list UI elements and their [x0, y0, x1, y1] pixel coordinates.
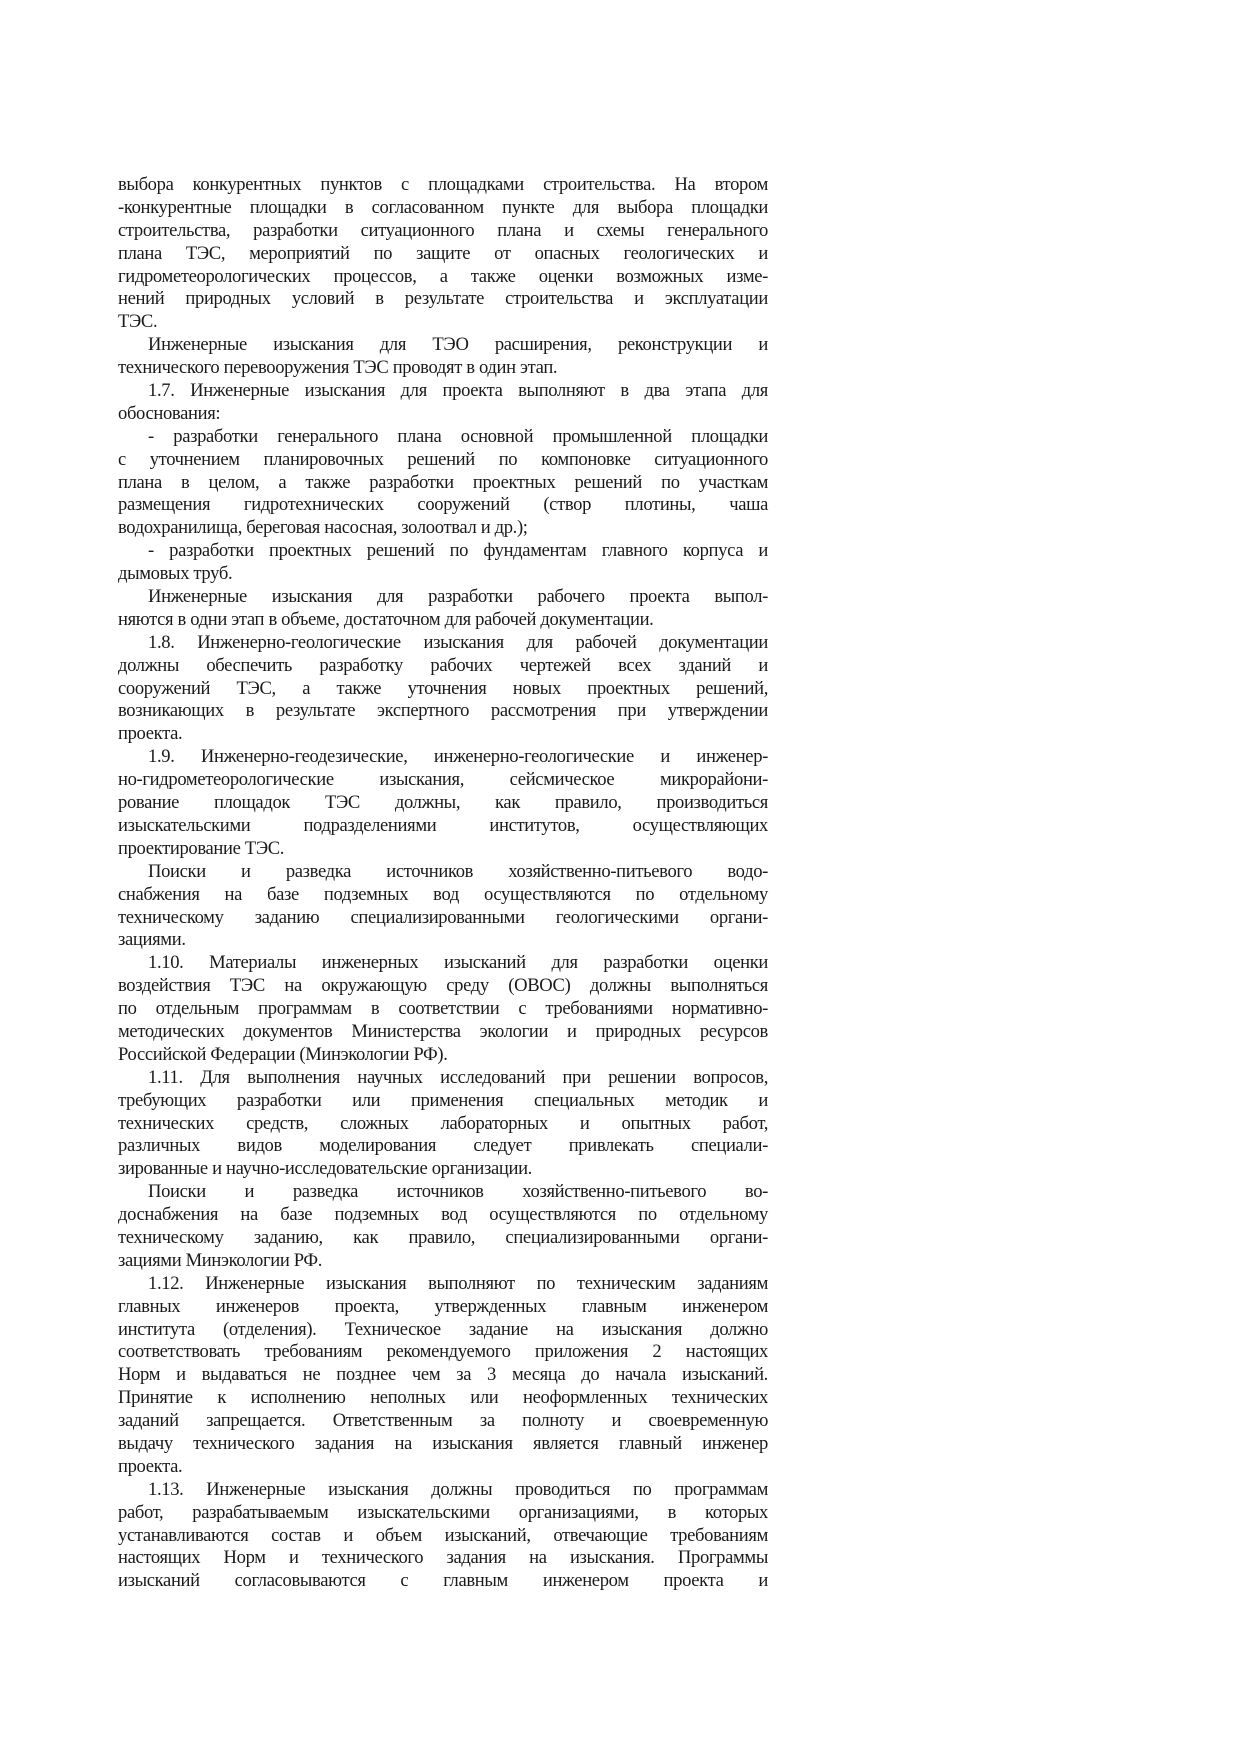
text-line: технического перевооружения ТЭС проводят в один этап.: [118, 357, 558, 379]
text-line: нений природных условий в результате строительства и эксплуатации: [118, 288, 768, 310]
text-line: снабжения на базе подземных вод осуществляются по отдельному: [118, 883, 768, 905]
text-line: плана в целом, а также разработки проектных решений по участкам: [118, 471, 768, 493]
text-line: проекта.: [118, 1455, 183, 1477]
text-line: методических документов Министерства экологии и природных ресурсов: [118, 1020, 768, 1042]
text-line: зированные и научно-исследовательские организации.: [118, 1158, 532, 1180]
text-line: заданий запрещается. Ответственным за полноту и своевременную: [118, 1410, 768, 1432]
text-line: сооружений ТЭС, а также уточнения новых проектных решений,: [118, 677, 768, 699]
text-line: размещения гидротехнических сооружений (створ плотины, чаша: [118, 494, 768, 516]
text-line: 1.7. Инженерные изыскания для проекта выполняют в два этапа для: [148, 380, 768, 402]
text-line: Инженерные изыскания для разработки рабочего проекта выпол-: [148, 586, 768, 608]
text-line: соответствовать требованиям рекомендуемого приложения 2 настоящих: [118, 1341, 768, 1363]
text-line: проекта.: [118, 723, 183, 745]
text-line: - разработки генерального плана основной промышленной площадки: [148, 425, 768, 447]
text-line: должны обеспечить разработку рабочих чертежей всех зданий и: [118, 654, 768, 676]
text-line: главных инженеров проекта, утвержденных главным инженером: [118, 1295, 768, 1317]
text-line: Принятие к исполнению неполных или неоформленных технических: [118, 1387, 768, 1409]
text-line: гидрометеорологических процессов, а также оценки возможных изме-: [118, 265, 768, 287]
text-line: института (отделения). Техническое задание на изыскания должно: [118, 1318, 768, 1340]
text-line: рование площадок ТЭС должны, как правило, производиться: [118, 792, 768, 814]
text-line: водохранилища, береговая насосная, золоотвал и др.);: [118, 517, 528, 539]
text-line: обоснования:: [118, 402, 221, 424]
text-line: изысканий согласовываются с главным инженером проекта и: [118, 1570, 768, 1592]
document-page: [118, 174, 768, 1593]
text-line: техническому заданию, как правило, специализированными органи-: [118, 1226, 768, 1248]
text-line: Поиски и разведка источников хозяйственно-питьевого водо-: [148, 860, 768, 882]
text-line: няются в одни этап в объеме, достаточном для рабочей документации.: [118, 608, 654, 630]
text-line: возникающих в результате экспертного рассмотрения при утверждении: [118, 700, 768, 722]
text-line: проектирование ТЭС.: [118, 837, 285, 859]
text-line: Поиски и разведка источников хозяйственно-питьевого во-: [148, 1181, 768, 1203]
text-line: 1.8. Инженерно-геологические изыскания для рабочей документации: [148, 631, 768, 653]
text-line: но-гидрометеорологические изыскания, сейсмическое микрорайони-: [118, 769, 768, 791]
text-line: устанавливаются состав и объем изысканий, отвечающие требованиям: [118, 1524, 768, 1546]
text-line: с уточнением планировочных решений по компоновке ситуационного: [118, 448, 768, 470]
text-line: доснабжения на базе подземных вод осуществляются по отдельному: [118, 1204, 768, 1226]
text-line: по отдельным программам в соответствии с требованиями нормативно-: [118, 998, 768, 1020]
text-line: плана ТЭС, мероприятий по защите от опасных геологических и: [118, 242, 768, 264]
text-line: 1.13. Инженерные изыскания должны проводиться по программам: [148, 1478, 768, 1500]
text-line: технических средств, сложных лабораторных и опытных работ,: [118, 1112, 768, 1134]
text-line: Норм и выдаваться не позднее чем за 3 месяца до начала изысканий.: [118, 1364, 768, 1386]
text-line: -конкурентные площадки в согласованном пункте для выбора площадки: [118, 196, 768, 218]
text-line: воздействия ТЭС на окружающую среду (ОВОС) должны выполняться: [118, 975, 768, 997]
text-line: требующих разработки или применения специальных методик и: [118, 1089, 768, 1111]
text-line: - разработки проектных решений по фундаментам главного корпуса и: [148, 540, 768, 562]
text-line: 1.10. Материалы инженерных изысканий для разработки оценки: [148, 952, 768, 974]
text-line: 1.12. Инженерные изыскания выполняют по техническим заданиям: [148, 1272, 768, 1294]
text-line: настоящих Норм и технического задания на изыскания. Программы: [118, 1547, 768, 1569]
text-line: зациями.: [118, 929, 186, 951]
text-line: 1.9. Инженерно-геодезические, инженерно-геологические и инженер-: [148, 746, 768, 768]
text-line: изыскательскими подразделениями институтов, осуществляющих: [118, 814, 768, 836]
text-line: различных видов моделирования следует привлекать специали-: [118, 1135, 768, 1157]
text-line: 1.11. Для выполнения научных исследований при решении вопросов,: [148, 1066, 768, 1088]
text-line: ТЭС.: [118, 311, 158, 333]
text-line: выбора конкурентных пунктов с площадками строительства. На втором: [118, 174, 768, 195]
text-line: дымовых труб.: [118, 563, 233, 585]
text-line: Инженерные изыскания для ТЭО расширения, реконструкции и: [148, 334, 768, 356]
text-line: работ, разрабатываемым изыскательскими организациями, в которых: [118, 1501, 768, 1523]
text-line: зациями Минэкологии РФ.: [118, 1249, 323, 1271]
text-line: Российской Федерации (Минэкологии РФ).: [118, 1043, 448, 1065]
text-line: строительства, разработки ситуационного плана и схемы генерального: [118, 219, 768, 241]
text-line: выдачу технического задания на изыскания является главный инженер: [118, 1432, 768, 1454]
text-line: техническому заданию специализированными геологическими органи-: [118, 906, 768, 928]
